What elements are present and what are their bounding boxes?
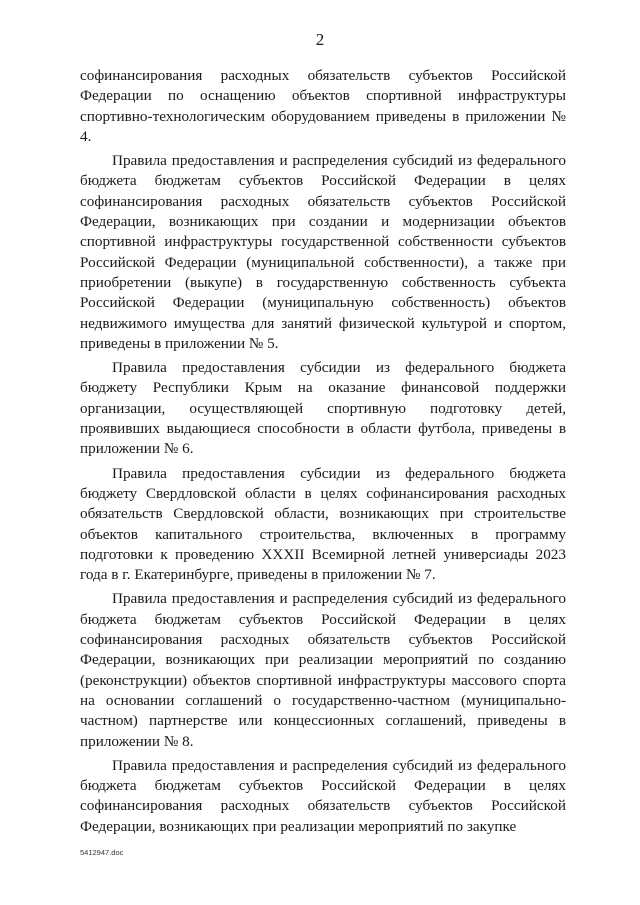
paragraph-procurement: Правила предоставления и распределения субсидий из федерального бюджета бюджетам субъектов Российской Федерации в целях софинансирования расходных обязательств субъектов Российской Федерации, возникающих при реализации мероприятий по закупке	[80, 756, 566, 835]
footer-document-id: 5412947.doc	[80, 848, 124, 857]
paragraph-appendix-6: Правила предоставления субсидии из федерального бюджета бюджету Республики Крым на оказание финансовой поддержки организации, осуществляющей спортивную подготовку детей, проявивших выдающиеся способности в области футбола, приведены в приложении № 6.	[80, 359, 566, 458]
paragraph-appendix-7: Правила предоставления субсидии из федерального бюджета бюджету Свердловской области в целях софинансирования расходных обязательств Свердловской области, возникающих при строительстве объектов капитального строительства, включенных в программу подготовки к проведению XXXII Всемирной летней универсиады 2023 года в г. Екатеринбурге, приведены в приложении № 7.	[80, 464, 566, 584]
paragraph-appendix-5: Правила предоставления и распределения субсидий из федерального бюджета бюджетам субъектов Российской Федерации в целях софинансирования расходных обязательств субъектов Российской Федерации, возникающих при создании и модернизации объектов спортивной инфраструктуры государственной собственности субъектов Российской Федерации (муниципальной собственности), а также при приобретении (выкупе) в государственную собственность субъекта Российской Федерации (муниципальную собственность) объектов недвижимого имущества для занятий физической культурой и спортом, приведены в приложении № 5.	[80, 152, 566, 352]
paragraph-appendix-8: Правила предоставления и распределения субсидий из федерального бюджета бюджетам субъектов Российской Федерации в целях софинансирования расходных обязательств субъектов Российской Федерации, возникающих при реализации мероприятий по созданию (реконструкции) объектов спортивной инфраструктуры массового спорта на основании соглашений о государственно-частном (муниципально-частном) партнерстве или концессионных соглашений, приведены в приложении № 8.	[80, 590, 566, 750]
page-number: 2	[315, 30, 325, 49]
paragraph-continuation: софинансирования расходных обязательств субъектов Российской Федерации по оснащению объектов спортивной инфраструктуры спортивно-технологическим оборудованием приведены в приложении № 4.	[80, 67, 566, 145]
document-body	[80, 66, 566, 841]
